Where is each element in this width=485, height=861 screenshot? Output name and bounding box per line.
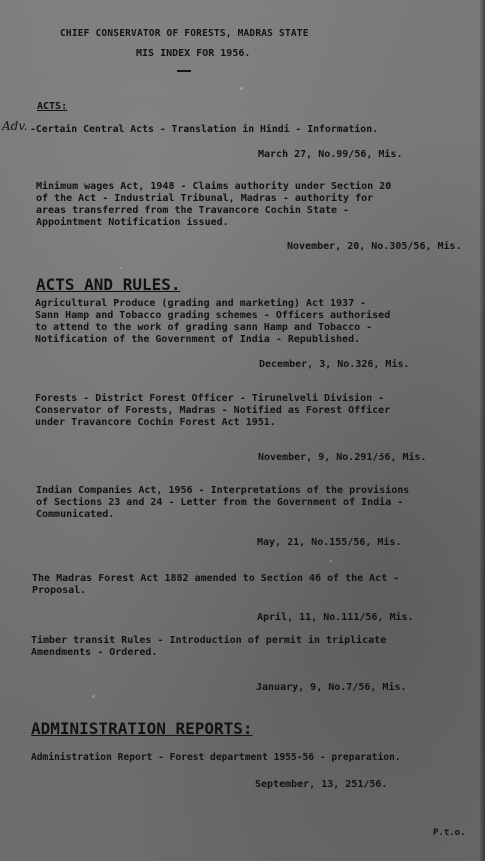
entry-text-line: Proposal. — [32, 585, 87, 596]
paper-speck — [330, 560, 332, 562]
entry-text-line: Timber transit Rules - Introduction of permit in triplicate — [31, 635, 387, 646]
entry-text-line: Minimum wages Act, 1948 - Claims authority under Section 20 — [36, 181, 392, 192]
entry-text-line: Notification of the Government of India - Republished. — [35, 334, 361, 345]
entry-text-line: The Madras Forest Act 1882 amended to Section 46 of the Act - — [32, 573, 400, 584]
section-heading-acts-and-rules: ACTS AND RULES. — [36, 275, 181, 294]
entry-text-line: of the Act - Industrial Tribunal, Madras - authority for — [36, 193, 374, 204]
entry-text-line: Conservator of Forests, Madras - Notified as Forest Officer — [35, 405, 391, 416]
entry-text-line: -Certain Central Acts - Translation in Hindi - Information. — [30, 124, 378, 135]
entry-text-line: Amendments - Ordered. — [31, 647, 158, 658]
page-turn-note: P.t.o. — [433, 828, 466, 838]
page-edge-shadow — [480, 0, 485, 861]
entry-reference: November, 9, No.291/56, Mis. — [258, 452, 427, 463]
entry-reference: December, 3, No.326, Mis. — [259, 359, 410, 370]
entry-text-line: Appointment Notification issued. — [36, 217, 229, 228]
document-title: CHIEF CONSERVATOR OF FORESTS, MADRAS STATE — [60, 28, 309, 39]
entry-text-line: areas transferred from the Travancore Cochin State - — [36, 205, 350, 216]
section-heading-administration-reports: ADMINISTRATION REPORTS: — [31, 719, 253, 738]
entry-reference: April, 11, No.111/56, Mis. — [257, 612, 414, 623]
entry-text-line: Agricultural Produce (grading and marketing) Act 1937 - — [35, 298, 367, 309]
entry-text-line: under Travancore Cochin Forest Act 1951. — [35, 417, 276, 428]
entry-text-line: Administration Report - Forest department 1955-56 - preparation. — [31, 752, 401, 763]
entry-text-line: to attend to the work of grading sann Hamp and Tobacco - — [35, 322, 373, 333]
entry-reference: March 27, No.99/56, Mis. — [258, 149, 403, 160]
paper-speck — [378, 453, 381, 455]
entry-text-line: of Sections 23 and 24 - Letter from the Government of India - — [36, 497, 404, 508]
paper-speck — [120, 267, 122, 269]
entry-text-line: Sann Hamp and Tobacco grading schemes - Officers authorised — [35, 310, 391, 321]
handwritten-margin-note: Adv. — [2, 119, 28, 133]
title-separator — [177, 70, 191, 72]
entry-text-line: Communicated. — [36, 509, 115, 520]
entry-reference: September, 13, 251/56. — [255, 779, 388, 790]
entry-reference: May, 21, No.155/56, Mis. — [257, 537, 402, 548]
entry-text-line: Forests - District Forest Officer - Tirunelveli Division - — [35, 393, 385, 404]
paper-speck — [240, 87, 243, 90]
paper-speck — [92, 695, 95, 698]
entry-reference: November, 20, No.305/56, Mis. — [287, 241, 462, 252]
section-heading-acts: ACTS: — [37, 101, 68, 112]
entry-reference: January, 9, No.7/56, Mis. — [256, 682, 407, 693]
document-subtitle: MIS INDEX FOR 1956. — [136, 48, 251, 59]
entry-text-line: Indian Companies Act, 1956 - Interpretations of the provisions — [36, 485, 410, 496]
